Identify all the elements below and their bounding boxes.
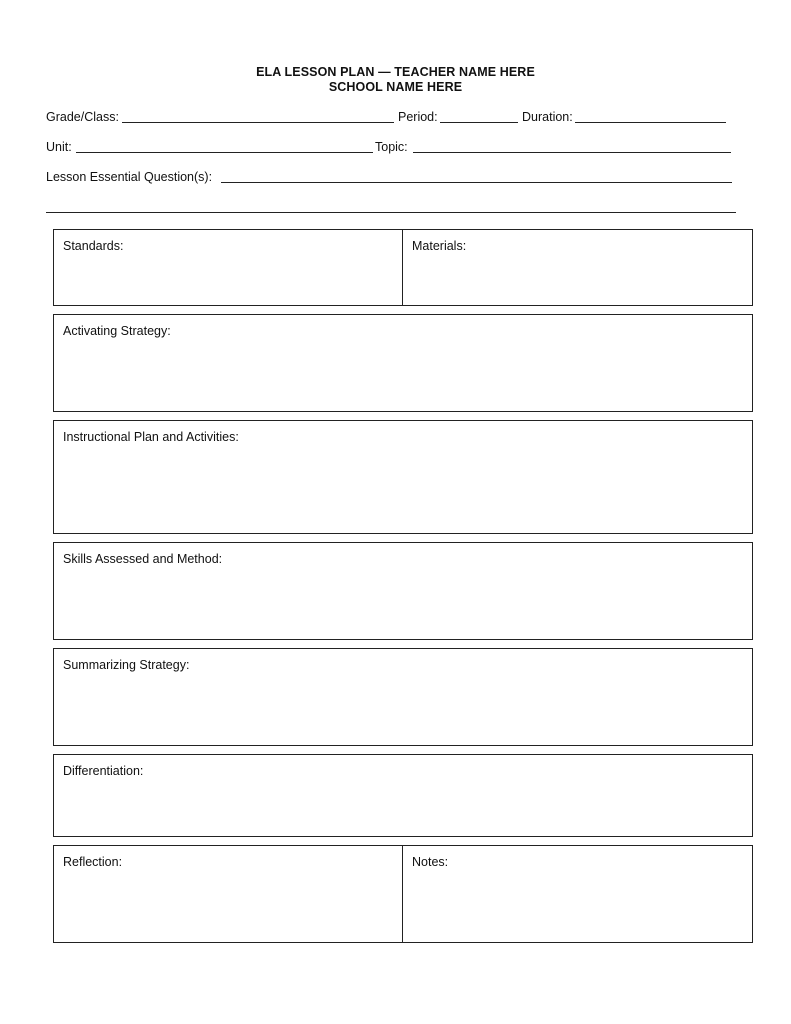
topic-label: Topic: bbox=[375, 140, 408, 154]
materials-label: Materials: bbox=[412, 239, 467, 253]
school-name: SCHOOL NAME HERE bbox=[328, 80, 463, 94]
differentiation-label: Differentiation: bbox=[63, 764, 144, 778]
topic-field[interactable] bbox=[413, 139, 731, 153]
summarizing-strategy-label: Summarizing Strategy: bbox=[63, 658, 190, 672]
skills-assessed-box[interactable] bbox=[53, 542, 753, 640]
reflection-notes-box bbox=[53, 845, 753, 943]
essential-question-row bbox=[46, 169, 746, 185]
activating-strategy-label: Activating Strategy: bbox=[63, 324, 171, 338]
reflection-cell[interactable] bbox=[54, 846, 403, 942]
duration-label: Duration: bbox=[522, 110, 573, 124]
reflection-label: Reflection: bbox=[63, 855, 123, 869]
grade-class-label: Grade/Class: bbox=[46, 110, 119, 124]
period-label: Period: bbox=[398, 110, 438, 124]
standards-materials-box bbox=[53, 229, 753, 306]
essential-question-label: Lesson Essential Question(s): bbox=[46, 170, 213, 184]
essential-question-continuation-field[interactable] bbox=[46, 199, 736, 213]
standards-cell[interactable] bbox=[54, 230, 403, 305]
grade-class-field[interactable] bbox=[122, 109, 394, 123]
standards-label: Standards: bbox=[63, 239, 124, 253]
period-field[interactable] bbox=[440, 109, 518, 123]
differentiation-box[interactable] bbox=[53, 754, 753, 837]
activating-strategy-box[interactable] bbox=[53, 314, 753, 412]
grade-period-duration-row bbox=[46, 109, 746, 125]
essential-question-field[interactable] bbox=[221, 169, 732, 183]
duration-field[interactable] bbox=[575, 109, 726, 123]
instructional-plan-box[interactable] bbox=[53, 420, 753, 534]
unit-label: Unit: bbox=[46, 140, 72, 154]
summarizing-strategy-box[interactable] bbox=[53, 648, 753, 746]
notes-cell[interactable] bbox=[403, 846, 752, 942]
unit-topic-row bbox=[46, 139, 746, 155]
skills-assessed-label: Skills Assessed and Method: bbox=[63, 552, 223, 566]
materials-cell[interactable] bbox=[403, 230, 752, 305]
notes-label: Notes: bbox=[412, 855, 449, 869]
instructional-plan-label: Instructional Plan and Activities: bbox=[63, 430, 239, 444]
unit-field[interactable] bbox=[76, 139, 373, 153]
document-title: ELA LESSON PLAN — TEACHER NAME HERE bbox=[256, 65, 535, 79]
